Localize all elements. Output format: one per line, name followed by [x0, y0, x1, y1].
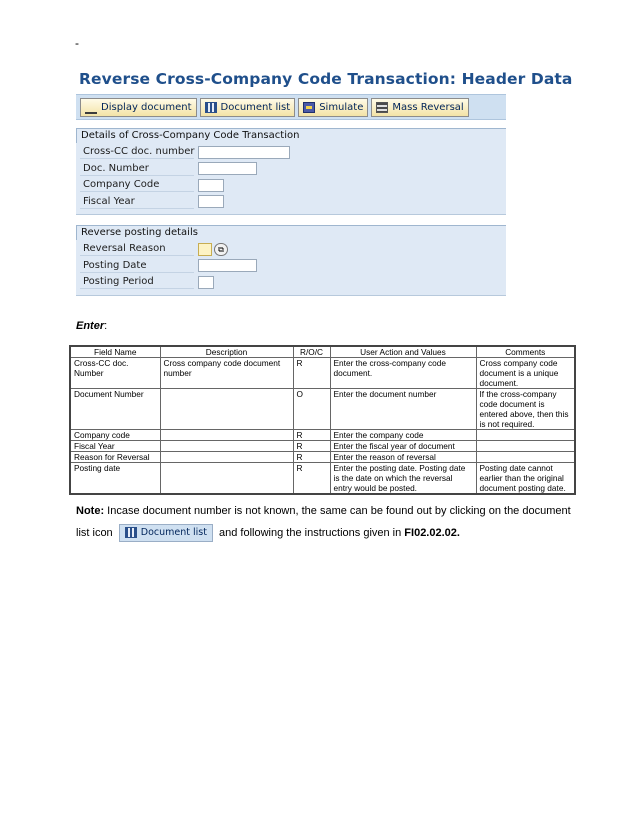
- mass-reversal-label: Mass Reversal: [392, 101, 464, 113]
- details-group-title: Details of Cross-Company Code Transaction: [76, 128, 307, 143]
- table-row: Fiscal Year R Enter the fiscal year of document: [70, 441, 575, 452]
- details-group: [76, 128, 506, 215]
- doc-number-input[interactable]: [198, 162, 257, 175]
- inline-document-list-label: Document list: [140, 526, 207, 538]
- posting-period-input[interactable]: [198, 276, 214, 289]
- table-row: Company code R Enter the company code: [70, 430, 575, 441]
- document-list-button[interactable]: [200, 98, 296, 117]
- page-dash: -: [75, 36, 79, 50]
- table-row: Document Number O Enter the document number If the cross-company code document is entered above, then this is not required.: [70, 389, 575, 430]
- inline-document-list-button[interactable]: [119, 524, 213, 542]
- field-row-reversal-reason: [80, 241, 506, 258]
- reverse-posting-group: [76, 225, 506, 296]
- posting-period-label: Posting Period: [80, 275, 194, 289]
- header-roc: R/O/C: [293, 346, 330, 358]
- glasses-icon: [85, 101, 97, 114]
- table-row: Reason for Reversal R Enter the reason of reversal: [70, 452, 575, 463]
- field-row-fiscal-year: [80, 194, 506, 211]
- note-paragraph: [76, 500, 576, 544]
- simulate-button[interactable]: [298, 98, 368, 117]
- fiscal-year-label: Fiscal Year: [80, 195, 194, 209]
- posting-date-input[interactable]: [198, 259, 257, 272]
- field-table: [69, 345, 576, 495]
- table-header-row: [70, 346, 575, 358]
- reversal-reason-input[interactable]: [198, 243, 212, 256]
- company-code-label: Company Code: [80, 178, 194, 192]
- simulate-icon: [303, 102, 315, 113]
- header-description: Description: [160, 346, 293, 358]
- screen-title: Reverse Cross-Company Code Transaction: Header Data: [79, 70, 573, 88]
- grid-icon: [205, 102, 217, 113]
- reverse-posting-group-title: Reverse posting details: [76, 225, 206, 240]
- note-text-1: Incase document number is not known, the same can be found out by clicking on the document list icon: [76, 505, 571, 539]
- field-row-cross-cc: [80, 144, 506, 161]
- note-reference: FI02.02.02.: [404, 527, 460, 539]
- mass-reversal-icon: [376, 102, 388, 113]
- grid-icon: [125, 527, 137, 538]
- cross-cc-doc-number-label: Cross-CC doc. number: [80, 145, 194, 159]
- doc-number-label: Doc. Number: [80, 162, 194, 176]
- field-row-posting-date: [80, 258, 506, 275]
- table-row: Posting date R Enter the posting date. Posting date is the date on which the reversal entry would be posted. Posting date cannot earlier than the original document posting date.: [70, 463, 575, 495]
- note-text-2: and following the instructions given in: [219, 527, 405, 539]
- field-row-posting-period: [80, 274, 506, 291]
- note-label: Note:: [76, 505, 105, 517]
- header-user-action: User Action and Values: [330, 346, 476, 358]
- fiscal-year-input[interactable]: [198, 195, 224, 208]
- sap-screen: [76, 70, 573, 296]
- field-row-company-code: [80, 177, 506, 194]
- posting-date-label: Posting Date: [80, 259, 194, 273]
- display-document-label: Display document: [101, 101, 192, 113]
- simulate-label: Simulate: [319, 101, 364, 113]
- document-list-label: Document list: [220, 101, 291, 113]
- mass-reversal-button[interactable]: [371, 98, 468, 117]
- enter-heading: Enter:: [76, 320, 108, 332]
- field-row-doc-number: [80, 161, 506, 178]
- value-help-icon[interactable]: ⧉: [214, 243, 228, 256]
- display-document-button[interactable]: [80, 98, 197, 117]
- table-row: Cross-CC doc. Number Cross company code document number R Enter the cross-company code document. Cross company code document is a unique document.: [70, 358, 575, 389]
- cross-cc-doc-number-input[interactable]: [198, 146, 290, 159]
- header-comments: Comments: [476, 346, 575, 358]
- header-field-name: Field Name: [70, 346, 160, 358]
- company-code-input[interactable]: [198, 179, 224, 192]
- reversal-reason-label: Reversal Reason: [80, 242, 194, 256]
- application-toolbar: [76, 94, 506, 120]
